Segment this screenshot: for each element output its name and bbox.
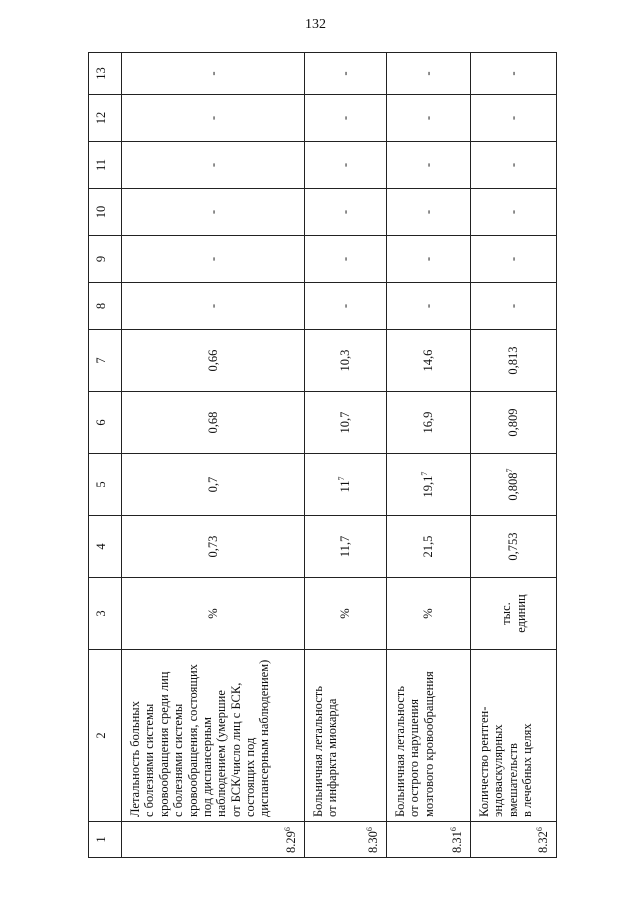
row-number: 8.29$^6$ [122,822,305,858]
value-cell: - [305,283,387,330]
header-cell: 8 [89,283,122,330]
value-cell: - [122,283,305,330]
value-cell: 10,3 [305,330,387,392]
value-cell: 0,813 [471,330,557,392]
value-cell: - [122,95,305,142]
value-cell: - [387,53,471,95]
value-cell: 16,9 [387,392,471,454]
row-number: 8.32$^6$ [471,822,557,858]
value-cell: - [387,95,471,142]
value-cell: - [471,189,557,236]
value-cell: 0,753 [471,516,557,578]
header-cell: 11 [89,142,122,189]
header-cell: 12 [89,95,122,142]
value-cell: - [471,142,557,189]
value-cell: 10,7 [305,392,387,454]
value-cell: 14,6 [387,330,471,392]
table-row [305,53,387,858]
indicator-name: Больничная летальность от инфаркта миокарда [305,650,387,822]
header-cell: 4 [89,516,122,578]
value-cell: - [471,53,557,95]
value-cell: - [122,189,305,236]
value-cell: 21,5 [387,516,471,578]
header-cell: 2 [89,650,122,822]
value-cell: - [471,95,557,142]
value-cell: - [387,142,471,189]
header-cell: 9 [89,236,122,283]
value-cell: - [387,283,471,330]
unit-cell: % [387,578,471,650]
header-cell: 6 [89,392,122,454]
indicator-name: Больничная летальность от острого нарушения мозгового кровообращения [387,650,471,822]
table-row [122,53,305,858]
row-number: 8.31$^6$ [387,822,471,858]
header-cell: 5 [89,454,122,516]
value-cell: - [305,142,387,189]
table-header-row [89,53,122,858]
table-row [471,53,557,858]
value-cell: - [122,236,305,283]
value-cell: - [305,189,387,236]
value-cell: 0,73 [122,516,305,578]
header-cell: 1 [89,822,122,858]
unit-cell: % [122,578,305,650]
value-cell: 0,66 [122,330,305,392]
value-cell: 0,7 [122,454,305,516]
value-cell: - [122,142,305,189]
value-cell: - [305,95,387,142]
table-row [387,53,471,858]
value-cell: - [387,189,471,236]
value-cell: - [122,53,305,95]
indicator-name: Летальность больных с болезнями системы кровообращения среди лиц с болезнями системы кровообращения, состоящих под диспансерным наблюдением (умершие от БСК/число лиц с БСК, состоящих под диспансерным наблюдением) [122,650,305,822]
page-number: 132 [305,17,326,32]
value-cell: - [471,236,557,283]
row-number: 8.30$^6$ [305,822,387,858]
value-cell: 11,7 [305,516,387,578]
value-cell: - [471,283,557,330]
value-cell: - [305,236,387,283]
unit-cell: тыс. единиц [471,578,557,650]
header-cell: 10 [89,189,122,236]
unit-cell: % [305,578,387,650]
indicator-name: Количество рентген- эндоваскулярных вмешательств в лечебных целях [471,650,557,822]
indicators-table [88,52,557,858]
rotated-table-container [88,52,550,858]
value-cell: 0,68 [122,392,305,454]
header-cell: 3 [89,578,122,650]
value-cell: - [387,236,471,283]
header-cell: 7 [89,330,122,392]
value-cell: 0,808$^7$ [471,454,557,516]
header-cell: 13 [89,53,122,95]
value-cell: - [305,53,387,95]
value-cell: 19,1$^7$ [387,454,471,516]
value-cell: 0,809 [471,392,557,454]
value-cell: $11^7$ [305,454,387,516]
